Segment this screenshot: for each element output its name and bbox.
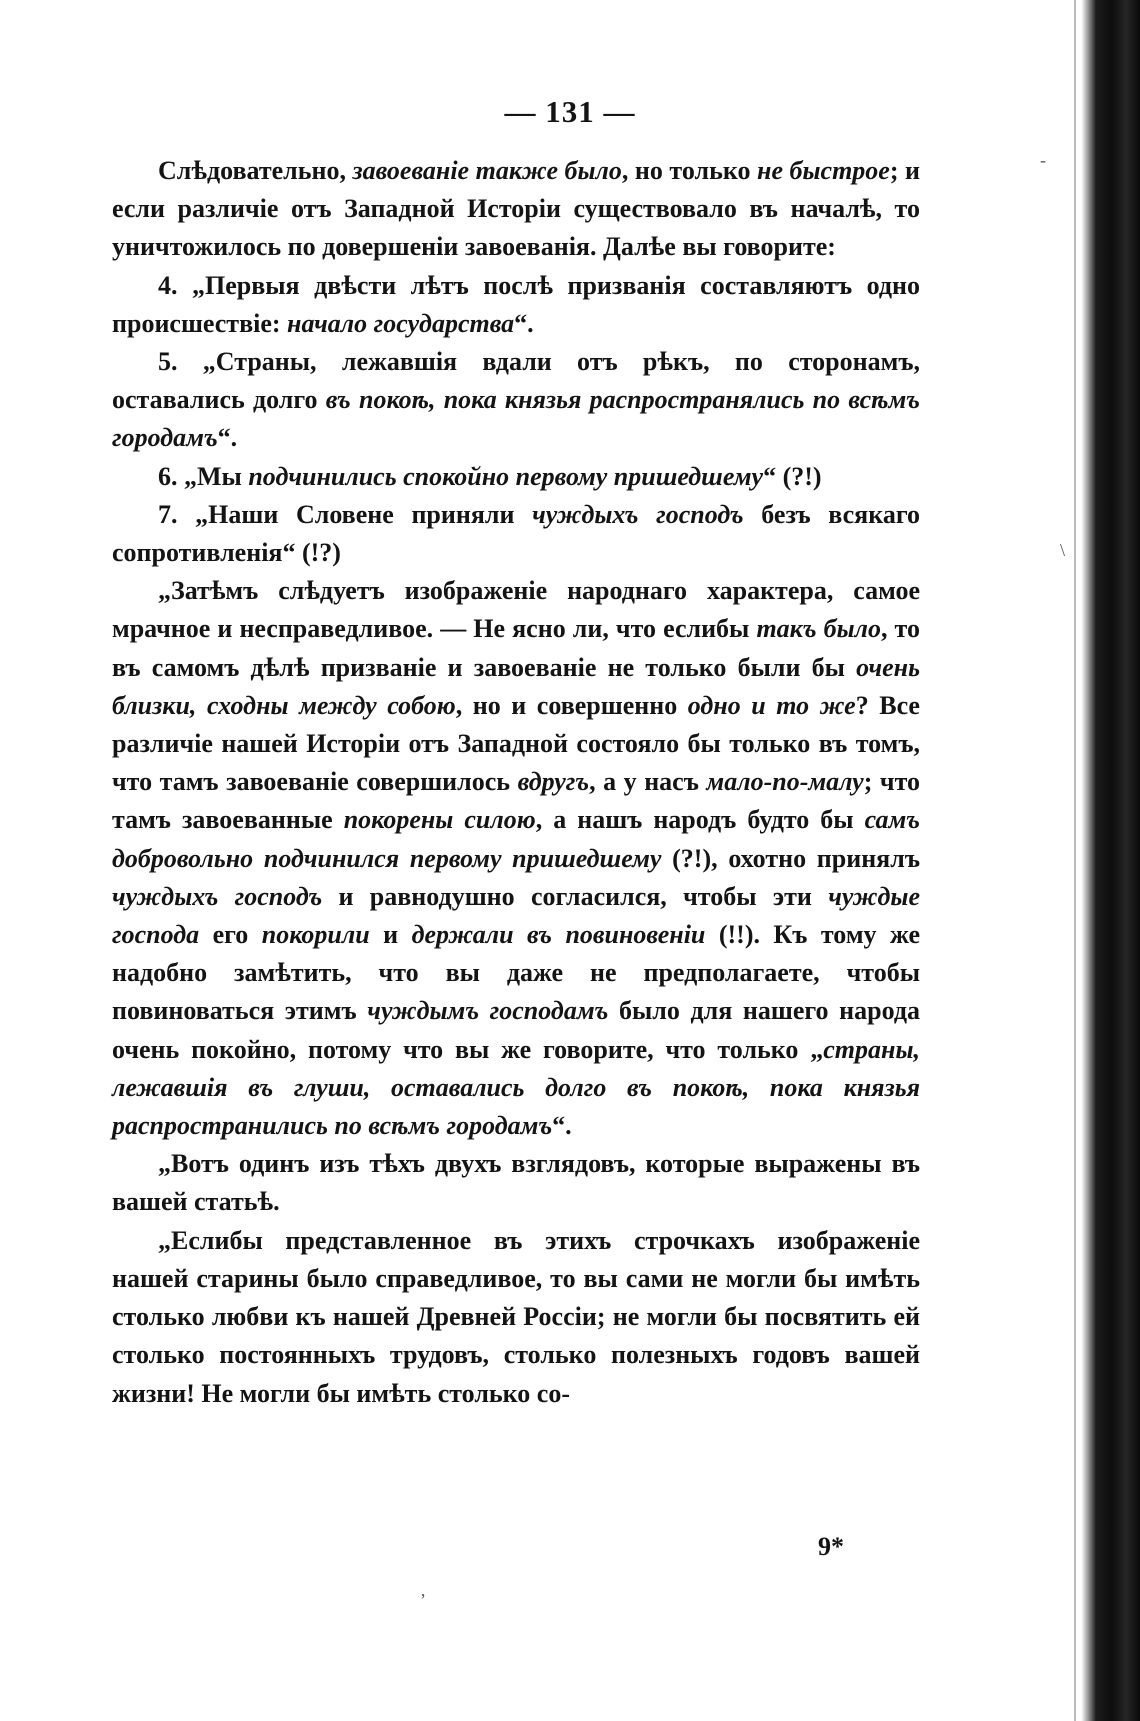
text-run: 6. „Мы xyxy=(158,461,249,491)
signature-mark: 9* xyxy=(818,1532,844,1561)
text-run: ? Все различіе нашей Исторіи отъ Западной состояло бы только въ томъ, что тамъ завоеваніе совершилось xyxy=(112,690,920,797)
body-text xyxy=(112,152,920,1413)
italic-text: держали въ повиновеніи xyxy=(411,920,706,950)
italic-text: въ покоѣ, пока князья распространялись по всѣмъ городамъ xyxy=(112,385,920,453)
paragraph xyxy=(112,572,920,1145)
paragraph xyxy=(112,267,920,343)
italic-text: подчинились спокойно первому пришедшему xyxy=(248,461,764,491)
italic-text: самъ добровольно подчинился первому пришедшему xyxy=(112,805,921,873)
margin-speck: ‚ xyxy=(420,1580,426,1600)
text-run: „Затѣмъ слѣдуетъ изображеніе народнаго характера, самое мрачное и несправедливое. — Не ясно ли, что еслибы xyxy=(112,576,920,644)
text-run: ; и если различіе отъ Западной Исторіи существовало въ началѣ, то уничтожилось по довершеніи завоеванія. Далѣе вы говорите: xyxy=(112,156,921,262)
text-run: „Вотъ одинъ изъ тѣхъ двухъ взглядовъ, которые выражены въ вашей статьѣ. xyxy=(112,1149,920,1217)
text-run: (!!). Къ тому же надобно замѣтить, что вы даже не предполагаете, чтобы повиноваться этимъ xyxy=(112,920,921,1026)
text-run: , а у насъ xyxy=(589,767,707,797)
italic-text: покорены силою xyxy=(343,805,536,835)
italic-text: мало-по-малу xyxy=(706,767,864,797)
book-binding-edge xyxy=(1082,0,1140,1721)
italic-text: чуждые господа xyxy=(112,881,920,950)
italic-text: чуждымъ господамъ xyxy=(367,996,609,1026)
text-run: ; что тамъ завоеванные xyxy=(112,767,921,835)
text-run: , но и совершенно xyxy=(455,690,688,720)
italic-text: такъ было xyxy=(756,614,881,644)
text-run: 5. „Страны, лежавшія вдали отъ рѣкъ, по сторонамъ, оставались долго xyxy=(112,347,920,415)
margin-speck: - xyxy=(1040,150,1046,170)
italic-text: не быстрое xyxy=(757,156,890,185)
italic-text: чуждыхъ господъ xyxy=(532,499,744,529)
italic-text: начало государства xyxy=(287,308,515,338)
paragraph xyxy=(112,458,920,496)
page-edge-shadow-line xyxy=(1074,0,1076,1721)
italic-text: страны, лежавшія въ глуши, оставались долго въ покоѣ, пока князья распространились по всѣмъ городамъ xyxy=(112,1034,920,1141)
text-run: “. xyxy=(514,308,534,338)
text-run: (?!), охотно принялъ xyxy=(661,843,920,873)
italic-text: покорили xyxy=(261,920,370,950)
italic-text: вдругъ xyxy=(517,767,590,797)
text-run: „Еслибы представленное въ этихъ строчкахъ изображеніе нашей старины было справедливое, то вы сами не могли бы имѣть столько любви къ нашей Древней Россіи; не могли бы посвятить ей столько постоянныхъ трудовъ, столько полезныхъ годовъ вашей жизни! Не могли бы имѣть столько со- xyxy=(112,1225,920,1408)
italic-text: завоеваніе также было xyxy=(352,156,622,185)
italic-text: одно и то же xyxy=(687,690,856,720)
margin-speck: \ xyxy=(1060,540,1066,560)
text-run: , а нашъ народъ будто бы xyxy=(535,805,865,835)
text-run: и равнодушно согласился, чтобы эти xyxy=(322,881,829,911)
italic-text: чуждыхъ господъ xyxy=(112,881,323,911)
text-run: и xyxy=(369,920,412,950)
text-run: было для нашего народа очень покойно, потому что вы же говорите, что только „ xyxy=(112,996,920,1064)
text-run: безъ всякаго сопротивленія“ (!?) xyxy=(112,499,920,568)
text-run: 4. „Первыя двѣсти лѣтъ послѣ призванія составляютъ одно происшествіе: xyxy=(112,270,920,338)
text-run: его xyxy=(199,920,262,950)
text-run: , но только xyxy=(621,156,758,185)
paragraph xyxy=(112,1145,920,1221)
paragraph xyxy=(112,496,920,572)
text-run: , то въ самомъ дѣлѣ призваніе и завоеваніе не только были бы xyxy=(112,614,920,682)
paragraph xyxy=(112,1222,920,1413)
text-run: “. xyxy=(217,423,238,453)
text-run: 7. „Наши Словене приняли xyxy=(158,499,533,529)
text-run: “. xyxy=(552,1111,572,1141)
text-run: Слѣдовательно, xyxy=(158,156,353,185)
text-run: “ (?!) xyxy=(763,461,822,491)
paragraph xyxy=(112,343,920,458)
page-number: — 131 — xyxy=(504,94,636,129)
paragraph xyxy=(112,152,920,267)
italic-text: очень близки, сходны между собою xyxy=(112,652,920,720)
